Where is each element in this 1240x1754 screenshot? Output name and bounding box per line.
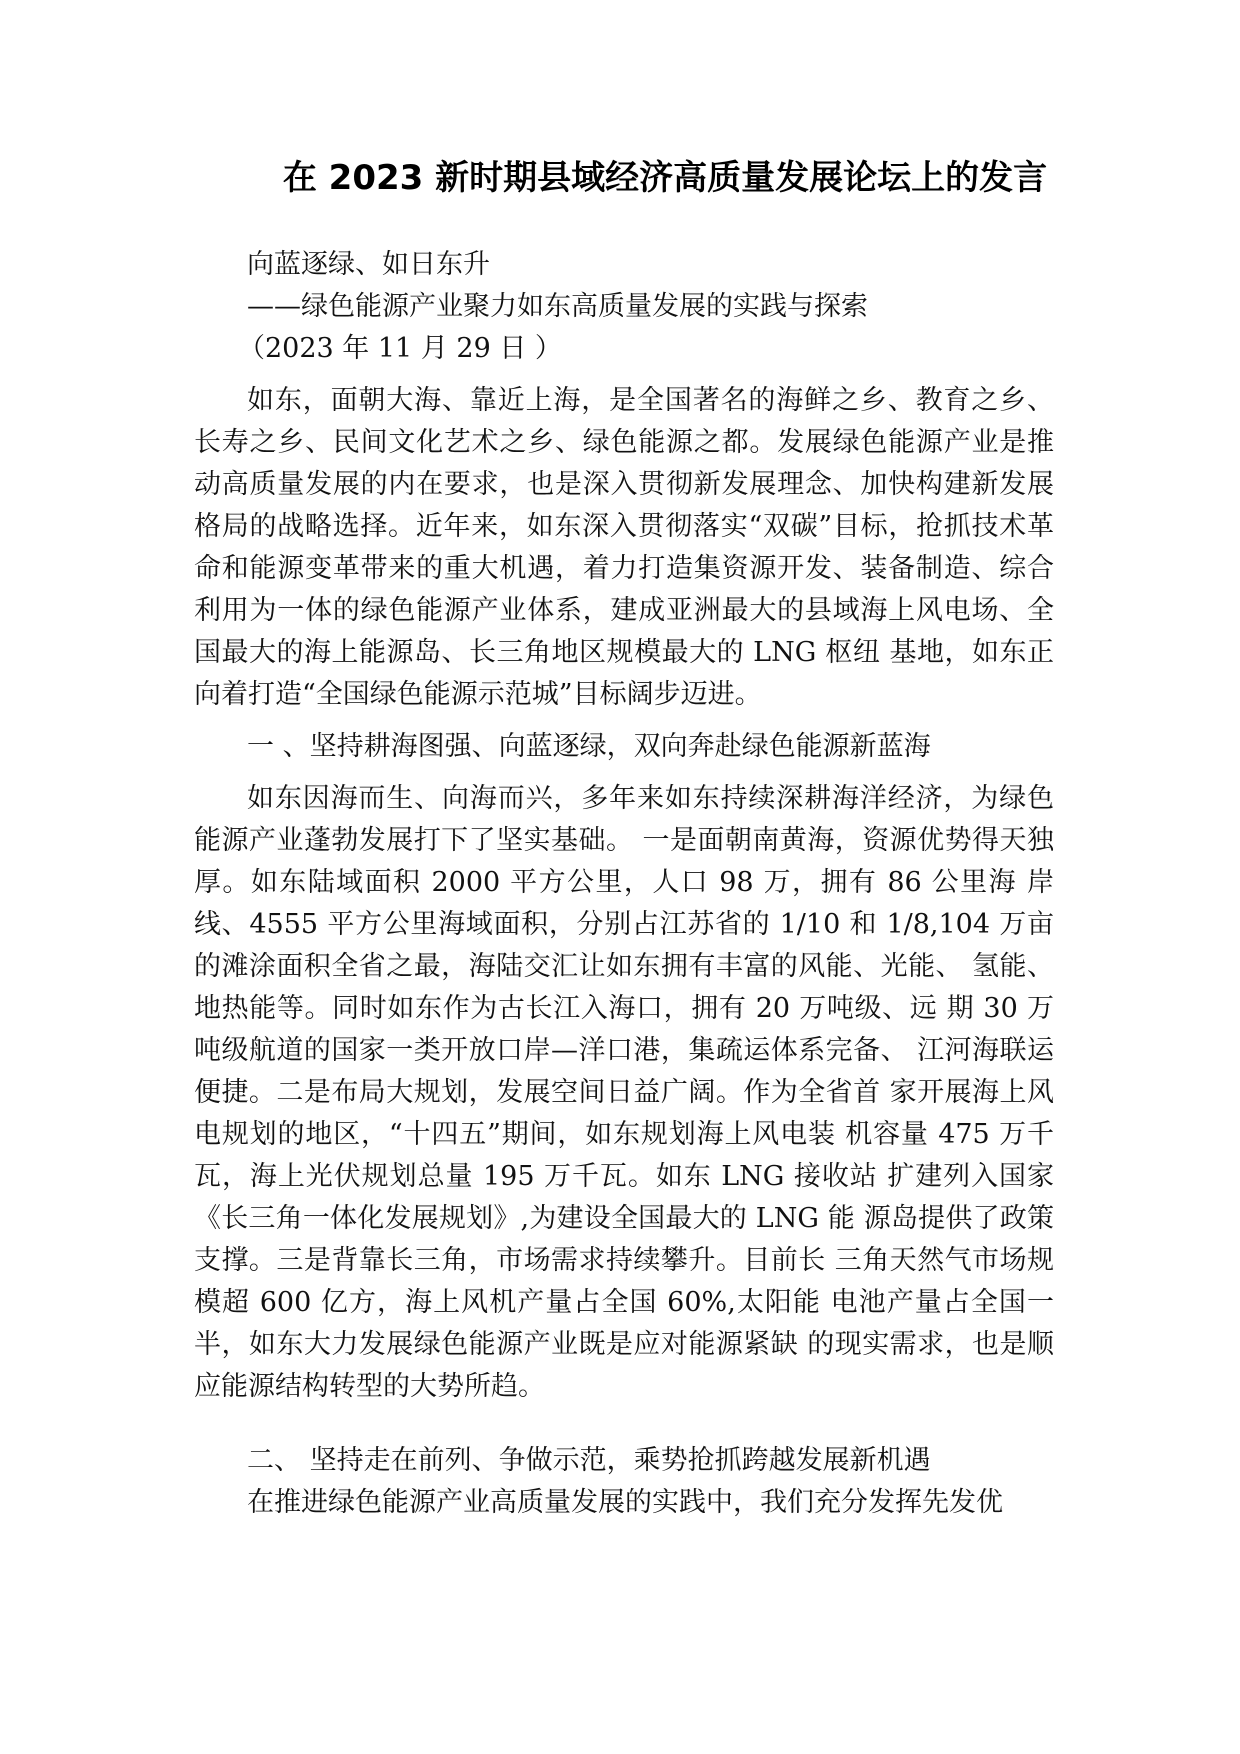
subtitle-theme: ——绿色能源产业聚力如东高质量发展的实践与探索 (247, 291, 868, 322)
subtitle-slogan: 向蓝逐绿、如日东升 (247, 249, 490, 280)
speech-date: （2023 年 11 月 29 日 ） (238, 333, 562, 364)
paragraph-section-2: 在推进绿色能源产业高质量发展的实践中，我们充分发挥先发优 (247, 1487, 1003, 1518)
section-heading-2: 二、 坚持走在前列、争做示范，乘势抢抓跨越发展新机遇 (247, 1445, 931, 1476)
document-body (194, 244, 1054, 1524)
section-heading-1: 一 、坚持耕海图强、向蓝逐绿，双向奔赴绿色能源新蓝海 (247, 731, 931, 762)
paragraph-section-1: 如东因海而生、向海而兴，多年来如东持续深耕海洋经济，为绿色能源产业蓬勃发展打下了坚实基础。 一是面朝南黄海，资源优势得天独厚。如东陆域面积 2000 平方公里，人口 98 万，拥有 86 公里海 岸线、4555 平方公里海域面积，分别占江苏省的 1/10 和 1/8,104 万亩的滩涂面积全省之最，海陆交汇让如东拥有丰富的风能、光能、 氢能、地热能等。同时如东作为古长江入海口，拥有 20 万吨级、远 期 30 万吨级航道的国家一类开放口岸—洋口港，集疏运体系完备、 江河海联运便捷。二是布局大规划，发展空间日益广阔。作为全省首 家开展海上风电规划的地区，“十四五”期间，如东规划海上风电装 机容量 475 万千瓦，海上光伏规划总量 195 万千瓦。如东 LNG 接收站 扩建列入国家《长三角一体化发展规划》,为建设全国最大的 LNG 能 源岛提供了政策支撑。三是背靠长三角，市场需求持续攀升。目前长 三角天然气市场规模超 600 亿方，海上风机产量占全国 60%,太阳能 电池产量占全国一半，如东大力发展绿色能源产业既是应对能源紧缺 的现实需求，也是顺应能源结构转型的大势所趋。 (194, 783, 1054, 1402)
document-title: 在 2023 新时期县域经济高质量发展论坛上的发言 (282, 158, 1048, 198)
paragraph-intro: 如东，面朝大海、靠近上海，是全国著名的海鲜之乡、教育之乡、长寿之乡、民间文化艺术之乡、绿色能源之都。发展绿色能源产业是推动高质量发展的内在要求，也是深入贯彻新发展理念、加快构建新发展格局的战略选择。近年来，如东深入贯彻落实“双碳”目标，抢抓技术革命和能源变革带来的重大机遇，着力打造集资源开发、装备制造、综合利用为一体的绿色能源产业体系，建成亚洲最大的县域海上风电场、全国最大的海上能源岛、长三角地区规模最大的 LNG 枢纽 基地，如东正向着打造“全国绿色能源示范城”目标阔步迈进。 (194, 385, 1054, 710)
